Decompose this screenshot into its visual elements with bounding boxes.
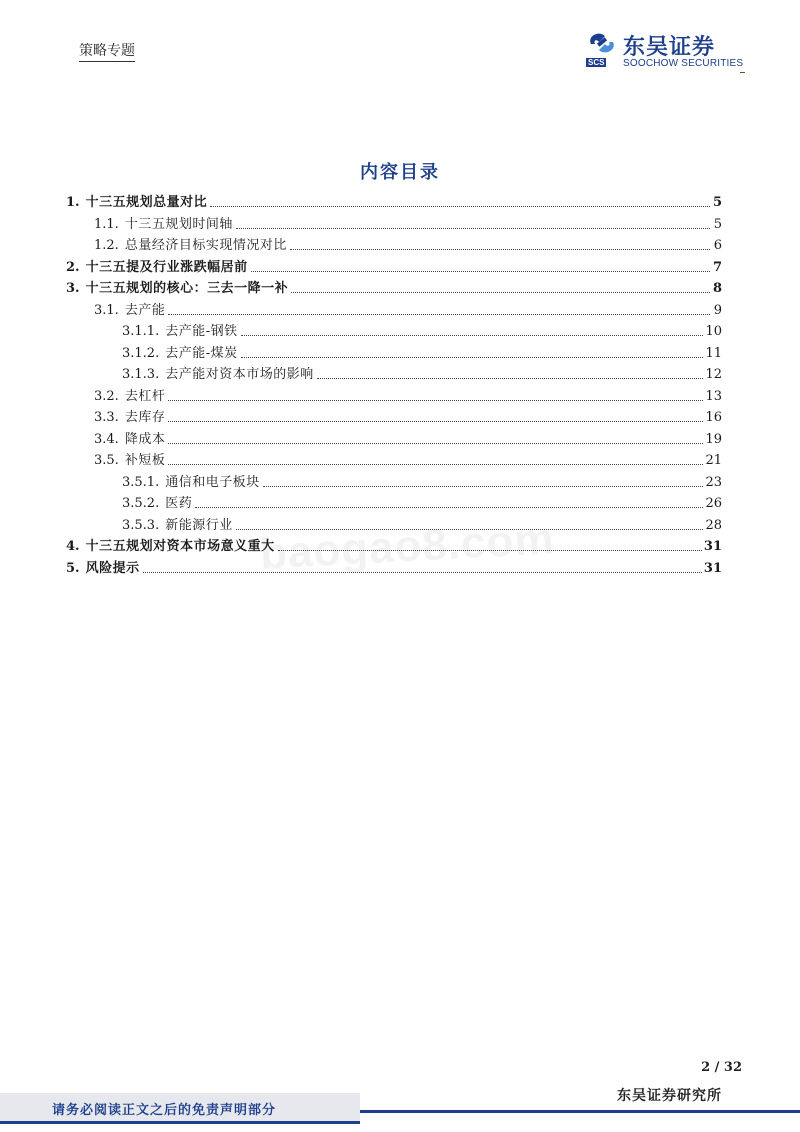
toc-entry-page: 21 xyxy=(705,453,722,468)
logo-brand-chinese: 东吴证券 xyxy=(623,35,716,60)
toc-entry-number: 5. xyxy=(66,560,80,576)
toc-entry-label: 去产能-钢铁 xyxy=(165,324,238,339)
toc-entry-label: 十三五规划时间轴 xyxy=(124,216,233,232)
toc-entry-label: 去产能对资本市场的影响 xyxy=(165,367,314,382)
toc-dot-leader xyxy=(241,334,704,336)
toc-entry-page: 6 xyxy=(713,238,722,253)
footer-disclaimer: 请务必阅读正文之后的免责声明部分 xyxy=(52,1103,277,1118)
toc-dot-leader xyxy=(168,420,703,422)
toc-entry-label: 去产能 xyxy=(124,302,166,318)
watermark: baogao8.com xyxy=(258,514,556,579)
footer-institute: 东吴证券研究所 xyxy=(617,1088,722,1104)
toc-entry-number: 3.1.2. xyxy=(122,345,160,361)
toc-entry[interactable] xyxy=(94,298,722,318)
toc-dot-leader xyxy=(168,442,703,444)
toc-entry[interactable] xyxy=(94,384,722,404)
toc-entry-number: 4. xyxy=(66,539,80,554)
toc-entry-label: 十三五规划总量对比 xyxy=(85,195,208,210)
toc-entry[interactable] xyxy=(66,190,722,210)
toc-entry-page: 9 xyxy=(713,302,722,318)
toc-entry-label: 新能源行业 xyxy=(165,517,233,533)
toc-entry-number: 1.2. xyxy=(94,238,119,253)
toc-entry-page: 5 xyxy=(713,216,722,232)
toc-entry-label: 通信和电子板块 xyxy=(165,474,260,490)
toc-entry-label: 降成本 xyxy=(124,431,166,447)
toc-dot-leader xyxy=(263,485,704,487)
scs-logo-icon xyxy=(585,30,619,60)
toc-dot-leader xyxy=(195,506,703,508)
toc-dot-leader xyxy=(210,205,710,207)
toc-entry-number: 3.1. xyxy=(94,302,119,318)
toc-entry-number: 3.2. xyxy=(94,388,119,404)
toc-entry-number: 3.1.1. xyxy=(122,324,160,339)
toc-entry-label: 十三五规划的核心：三去一降一补 xyxy=(85,281,289,296)
toc-dot-leader xyxy=(317,377,704,379)
toc-entry-page: 19 xyxy=(705,431,722,447)
toc-entry[interactable] xyxy=(94,212,722,232)
toc-dot-leader xyxy=(241,356,704,358)
toc-entry-label: 十三五规划对资本市场意义重大 xyxy=(85,539,275,554)
toc-entry-number: 3. xyxy=(66,281,80,296)
toc-entry-page: 12 xyxy=(705,367,722,382)
toc-entry[interactable] xyxy=(122,319,722,339)
toc-entry-number: 1.1. xyxy=(94,216,119,232)
toc-entry-page: 8 xyxy=(712,281,722,296)
toc-entry-page: 13 xyxy=(705,388,722,404)
toc-entry-page: 11 xyxy=(705,345,722,361)
toc-entry-number: 3.5.3. xyxy=(122,517,160,533)
toc-entry-label: 风险提示 xyxy=(85,560,140,576)
toc-dot-leader xyxy=(168,463,703,465)
toc-entry[interactable] xyxy=(122,362,722,382)
toc-entry[interactable] xyxy=(66,255,722,275)
toc-dot-leader xyxy=(251,270,710,272)
toc-entry-page: 26 xyxy=(705,496,722,511)
toc-entry-page: 28 xyxy=(705,517,722,533)
footer-banner xyxy=(0,1093,360,1124)
toc-entry[interactable] xyxy=(122,491,722,511)
logo-abbreviation: SCS xyxy=(588,58,605,67)
toc-entry[interactable] xyxy=(122,341,722,361)
toc-entry-label: 总量经济目标实现情况对比 xyxy=(124,238,287,253)
toc-entry-page: 5 xyxy=(712,195,722,210)
toc-entry[interactable] xyxy=(94,233,722,253)
toc-entry[interactable] xyxy=(94,448,722,468)
toc-entry[interactable] xyxy=(94,427,722,447)
toc-entry[interactable] xyxy=(94,405,722,425)
toc-title: 内容目录 xyxy=(360,162,440,183)
toc-entry-number: 3.5.2. xyxy=(122,496,160,511)
toc-entry-number: 3.1.3. xyxy=(122,367,160,382)
footer-rule xyxy=(360,1110,800,1113)
toc-entry-label: 十三五提及行业涨跌幅居前 xyxy=(85,259,248,275)
toc-dot-leader xyxy=(168,313,710,315)
toc-entry-number: 3.5.1. xyxy=(122,474,160,490)
company-logo xyxy=(585,30,760,74)
toc-entry-number: 3.4. xyxy=(94,431,119,447)
logo-brand-english: SOOCHOW SECURITIES xyxy=(623,58,744,69)
toc-entry-page: 31 xyxy=(703,560,722,576)
toc-dot-leader xyxy=(236,227,710,229)
toc-entry-number: 2. xyxy=(66,259,80,275)
toc-entry-label: 去杠杆 xyxy=(124,388,166,404)
toc-entry-number: 1. xyxy=(66,195,80,210)
toc-dot-leader xyxy=(290,248,710,250)
toc-entry[interactable] xyxy=(122,470,722,490)
toc-dot-leader xyxy=(168,399,703,401)
toc-entry-label: 去产能-煤炭 xyxy=(165,345,238,361)
toc-dot-leader xyxy=(291,291,710,293)
header-rule xyxy=(740,72,745,73)
toc-entry-page: 31 xyxy=(703,539,722,554)
toc-entry-number: 3.5. xyxy=(94,453,119,468)
page-number: 2 / 32 xyxy=(701,1060,742,1075)
toc-entry-label: 补短板 xyxy=(124,453,166,468)
toc-entry-page: 23 xyxy=(705,474,722,490)
toc-entry-page: 7 xyxy=(712,259,722,275)
toc-entry-label: 医药 xyxy=(165,496,193,511)
toc-entry-page: 10 xyxy=(705,324,722,339)
toc-entry[interactable] xyxy=(66,276,722,296)
header-section-label: 策略专题 xyxy=(79,40,135,62)
toc-entry-page: 16 xyxy=(705,410,722,425)
toc-entry-label: 去库存 xyxy=(124,410,166,425)
toc-entry-number: 3.3. xyxy=(94,410,119,425)
